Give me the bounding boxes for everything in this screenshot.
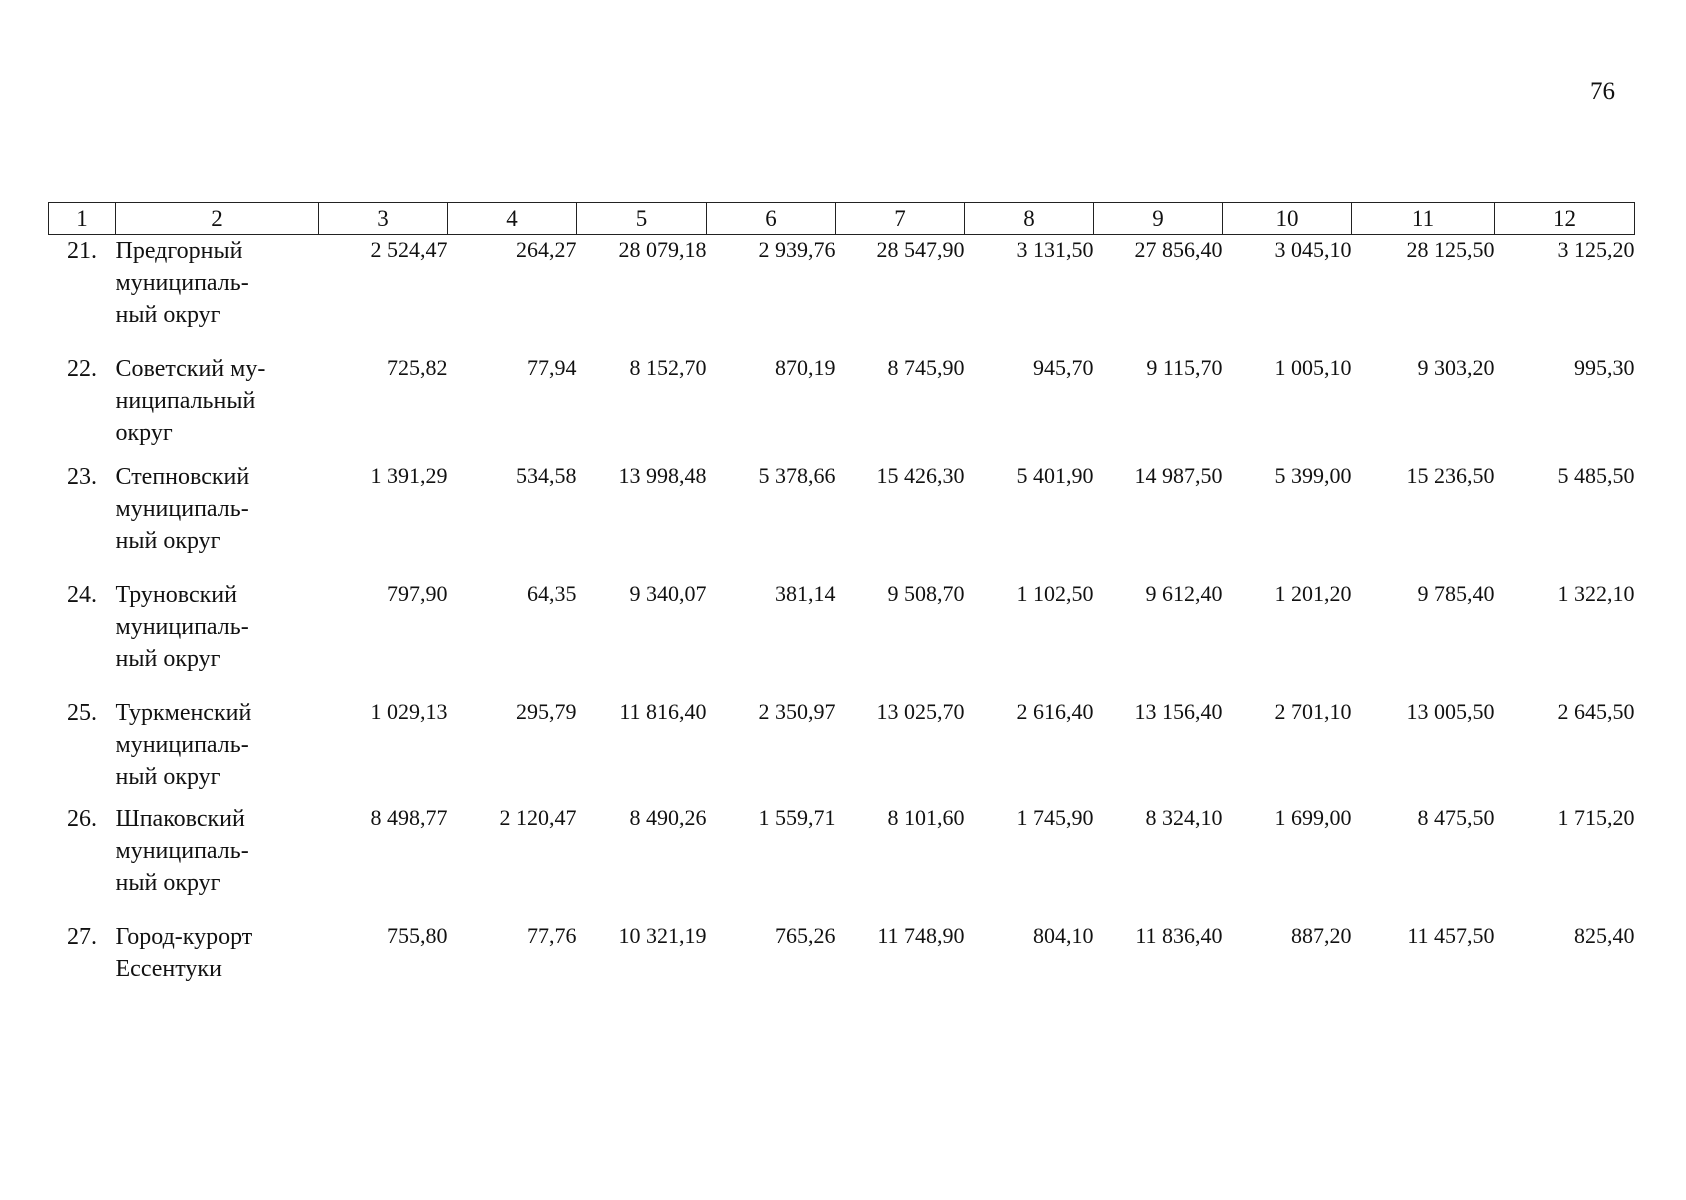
name-line: ный округ xyxy=(115,869,221,896)
value-cell-col-10: 1 005,10 xyxy=(1274,354,1352,380)
name-line: Туркменский xyxy=(115,699,252,726)
value-cell-col-6: 381,14 xyxy=(775,580,836,606)
name-line: Степновский xyxy=(115,463,250,490)
value-cell-col-12: 5 485,50 xyxy=(1557,462,1635,488)
name-line: Советский му- xyxy=(115,355,266,382)
value-cell-col-3: 2 524,47 xyxy=(370,237,448,262)
value-cell-col-10: 3 045,10 xyxy=(1274,237,1352,262)
row-index: 21. xyxy=(67,238,97,264)
value-cell-col-11: 9 785,40 xyxy=(1417,580,1495,606)
row-index: 24. xyxy=(67,581,97,608)
name-line: Предгорный xyxy=(115,238,243,264)
municipality-name xyxy=(116,579,319,697)
value-cell-col-11: 8 475,50 xyxy=(1417,804,1495,830)
table-body xyxy=(49,235,1635,1001)
value-cell-col-10: 1 201,20 xyxy=(1274,580,1352,606)
name-line: муниципаль- xyxy=(115,270,249,296)
value-cell-col-8: 3 131,50 xyxy=(1016,237,1094,262)
name-line: округ xyxy=(115,419,173,446)
municipality-name xyxy=(116,921,319,1001)
value-cell-col-7: 13 025,70 xyxy=(876,698,965,724)
value-cell-col-7: 15 426,30 xyxy=(876,462,965,488)
value-cell-col-12: 1 322,10 xyxy=(1557,580,1635,606)
value-cell-col-4: 2 120,47 xyxy=(499,804,577,830)
column-header-5: 5 xyxy=(577,203,707,235)
value-cell-col-9: 27 856,40 xyxy=(1134,237,1223,262)
value-cell-col-6: 2 350,97 xyxy=(758,698,836,724)
value-cell-col-11: 9 303,20 xyxy=(1417,354,1495,380)
value-cell-col-7: 11 748,90 xyxy=(877,922,965,948)
value-cell-col-10: 5 399,00 xyxy=(1274,462,1352,488)
table-row xyxy=(49,803,1635,921)
value-cell-col-12: 995,30 xyxy=(1574,354,1635,380)
name-line: ный округ xyxy=(115,302,221,328)
table-row xyxy=(49,461,1635,579)
value-cell-col-3: 1 391,29 xyxy=(370,462,448,488)
value-cell-col-11: 28 125,50 xyxy=(1406,237,1495,262)
value-cell-col-10: 1 699,00 xyxy=(1274,804,1352,830)
value-cell-col-4: 534,58 xyxy=(516,462,577,488)
name-line: ный округ xyxy=(115,645,221,672)
name-line: муниципаль- xyxy=(115,495,249,522)
column-header-7: 7 xyxy=(836,203,965,235)
value-cell-col-8: 1 745,90 xyxy=(1016,804,1094,830)
table-row xyxy=(49,697,1635,803)
municipality-name xyxy=(116,697,319,803)
value-cell-col-3: 755,80 xyxy=(387,922,448,948)
value-cell-col-6: 1 559,71 xyxy=(758,804,836,830)
page-number: 76 xyxy=(1590,78,1615,105)
value-cell-col-7: 9 508,70 xyxy=(887,580,965,606)
value-cell-col-9: 8 324,10 xyxy=(1145,804,1223,830)
value-cell-col-4: 295,79 xyxy=(516,698,577,724)
table-header xyxy=(49,203,1635,235)
value-cell-col-6: 870,19 xyxy=(775,354,836,380)
name-line: Ессентуки xyxy=(115,955,222,982)
row-index: 26. xyxy=(67,805,97,832)
value-cell-col-7: 28 547,90 xyxy=(876,237,965,262)
value-cell-col-3: 1 029,13 xyxy=(370,698,448,724)
value-cell-col-4: 77,94 xyxy=(527,354,577,380)
column-header-12: 12 xyxy=(1495,203,1635,235)
value-cell-col-9: 13 156,40 xyxy=(1134,698,1223,724)
value-cell-col-9: 9 115,70 xyxy=(1146,354,1223,380)
value-cell-col-5: 9 340,07 xyxy=(629,580,707,606)
column-header-8: 8 xyxy=(965,203,1094,235)
value-cell-col-11: 13 005,50 xyxy=(1406,698,1495,724)
value-cell-col-9: 14 987,50 xyxy=(1134,462,1223,488)
column-header-4: 4 xyxy=(448,203,577,235)
value-cell-col-3: 797,90 xyxy=(387,580,448,606)
value-cell-col-12: 1 715,20 xyxy=(1557,804,1635,830)
municipality-name xyxy=(116,461,319,579)
value-cell-col-5: 28 079,18 xyxy=(618,237,707,262)
table-row xyxy=(49,235,1635,353)
value-cell-col-12: 2 645,50 xyxy=(1557,698,1635,724)
value-cell-col-5: 13 998,48 xyxy=(618,462,707,488)
value-cell-col-3: 725,82 xyxy=(387,354,448,380)
municipality-name xyxy=(116,353,319,461)
column-header-10: 10 xyxy=(1223,203,1352,235)
column-header-3: 3 xyxy=(319,203,448,235)
value-cell-col-5: 11 816,40 xyxy=(619,698,707,724)
column-header-6: 6 xyxy=(707,203,836,235)
name-line: ниципальный xyxy=(115,387,256,414)
value-cell-col-4: 77,76 xyxy=(527,922,577,948)
name-line: ный округ xyxy=(115,527,221,554)
row-index: 25. xyxy=(67,699,97,726)
value-cell-col-8: 2 616,40 xyxy=(1016,698,1094,724)
value-cell-col-9: 9 612,40 xyxy=(1145,580,1223,606)
column-header-2: 2 xyxy=(116,203,319,235)
table-row xyxy=(49,353,1635,461)
value-cell-col-12: 825,40 xyxy=(1574,922,1635,948)
column-header-1: 1 xyxy=(49,203,116,235)
value-cell-col-5: 8 490,26 xyxy=(629,804,707,830)
row-index: 27. xyxy=(67,923,97,950)
value-cell-col-10: 887,20 xyxy=(1291,922,1352,948)
row-index: 23. xyxy=(67,463,97,490)
name-line: муниципаль- xyxy=(115,613,249,640)
name-line: муниципаль- xyxy=(115,837,249,864)
value-cell-col-12: 3 125,20 xyxy=(1557,237,1635,262)
value-cell-col-8: 5 401,90 xyxy=(1016,462,1094,488)
value-cell-col-7: 8 101,60 xyxy=(887,804,965,830)
name-line: муниципаль- xyxy=(115,731,249,758)
value-cell-col-5: 8 152,70 xyxy=(629,354,707,380)
value-cell-col-4: 64,35 xyxy=(527,580,577,606)
value-cell-col-9: 11 836,40 xyxy=(1135,922,1223,948)
data-table xyxy=(48,202,1635,1001)
row-index: 22. xyxy=(67,355,97,382)
header-row xyxy=(49,203,1635,235)
value-cell-col-11: 15 236,50 xyxy=(1406,462,1495,488)
value-cell-col-5: 10 321,19 xyxy=(618,922,707,948)
table-row xyxy=(49,579,1635,697)
value-cell-col-6: 765,26 xyxy=(775,922,836,948)
value-cell-col-6: 5 378,66 xyxy=(758,462,836,488)
value-cell-col-8: 945,70 xyxy=(1033,354,1094,380)
municipality-name xyxy=(116,235,319,353)
value-cell-col-10: 2 701,10 xyxy=(1274,698,1352,724)
value-cell-col-8: 1 102,50 xyxy=(1016,580,1094,606)
name-line: Труновский xyxy=(115,581,237,608)
column-header-11: 11 xyxy=(1352,203,1495,235)
value-cell-col-8: 804,10 xyxy=(1033,922,1094,948)
value-cell-col-6: 2 939,76 xyxy=(758,237,836,262)
municipality-name xyxy=(116,803,319,921)
value-cell-col-4: 264,27 xyxy=(516,237,577,262)
name-line: Шпаковский xyxy=(115,805,245,832)
value-cell-col-11: 11 457,50 xyxy=(1407,922,1495,948)
column-header-9: 9 xyxy=(1094,203,1223,235)
table-row xyxy=(49,921,1635,1001)
value-cell-col-3: 8 498,77 xyxy=(370,804,448,830)
name-line: ный округ xyxy=(115,763,221,790)
value-cell-col-7: 8 745,90 xyxy=(887,354,965,380)
name-line: Город-курорт xyxy=(115,923,253,950)
